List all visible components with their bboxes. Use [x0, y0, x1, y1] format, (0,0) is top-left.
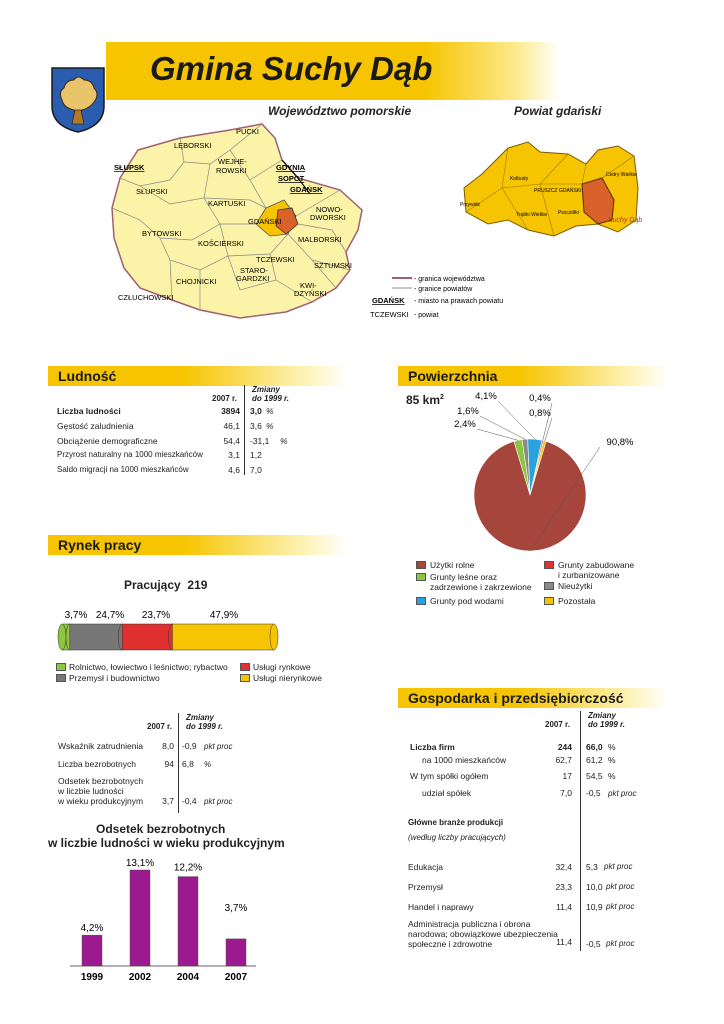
county-label-pruszcz: PRUSZCZ GDAŃSKI: [534, 188, 582, 194]
rynek-row3-label-1: Odsetek bezrobotnych: [58, 776, 144, 786]
admin-value: 11,4: [556, 937, 572, 947]
county-label-suchy-dab: Suchy Dąb: [608, 217, 643, 224]
branza-unit: pkt proc: [606, 902, 635, 911]
ludnosc-col-changes: Zmiany: [252, 385, 281, 394]
rynek-row-unit: %: [204, 760, 212, 769]
legend-voivodeship-border: - granica województwa: [414, 276, 485, 283]
udzial-unit: pkt proc: [608, 789, 637, 798]
pie-label: 2,4%: [454, 419, 476, 430]
admin-unit: pkt proc: [606, 939, 635, 948]
ludnosc-row-change: 3,6: [250, 421, 262, 431]
land-use-pie-chart: [440, 385, 660, 565]
employment-structure-bar: [56, 606, 286, 656]
powierzchnia-title: Powierzchnia: [408, 368, 498, 384]
branza-change: 5,3: [586, 862, 598, 872]
employment-segment: [172, 624, 274, 650]
ludnosc-row-value: 54,4: [223, 436, 240, 446]
rynek-row3-label-3: w wieku produkcyjnym: [58, 796, 144, 806]
branza-value: 32,4: [555, 862, 572, 872]
gospodarka-divider: [580, 711, 581, 951]
gospodarka-title: Gospodarka i przedsiębiorczość: [408, 690, 624, 706]
powierzchnia-header: [398, 366, 668, 386]
map-label-starogardzki-2: GARDZKI: [236, 274, 270, 283]
rynek-header: [48, 535, 348, 555]
ludnosc-col-2007: 2007 r.: [212, 394, 237, 403]
employment-legend-label: Usługi nierynkowe: [253, 673, 322, 683]
map-label-malborski: MALBORSKI: [298, 235, 342, 244]
legend-county-key: TCZEWSKI: [370, 310, 409, 319]
employment-label: 24,7%: [95, 610, 125, 621]
employment-segment: [70, 624, 122, 650]
per1000-label: na 1000 mieszkańców: [422, 755, 507, 765]
rynek-row-change: 6,8: [182, 759, 194, 769]
legend-label: Grunty leśne oraz: [430, 572, 498, 582]
pie-leader: [477, 429, 518, 440]
ludnosc-row-value: 3894: [221, 406, 240, 416]
spolki-value: 17: [562, 771, 572, 781]
pie-label: 4,1%: [475, 391, 497, 402]
map-label-wejherowski-2: ROWSKI: [216, 166, 247, 175]
employment-label: 3,7%: [64, 610, 88, 621]
gospodarka-col-changes-2: do 1999 r.: [588, 720, 625, 729]
county-label-cedry: Cedry Wielkie: [606, 172, 637, 178]
rynek-row-value: 8,0: [162, 741, 174, 751]
spolki-label: W tym spółki ogółem: [410, 771, 489, 781]
map-label-tczewski: TCZEWSKI: [256, 255, 295, 264]
county-label-kolbudy: Kolbudy: [510, 176, 529, 182]
ludnosc-row-change: 3,0: [250, 406, 262, 416]
rynek-row-label: Liczba bezrobotnych: [58, 759, 136, 769]
ludnosc-row-change: 7,0: [250, 465, 262, 475]
unemployment-chart-title-1: Odsetek bezrobotnych: [96, 822, 226, 836]
ludnosc-row-label: Obciążenie demograficzne: [57, 436, 158, 446]
rynek-row-change: -0,9: [182, 741, 197, 751]
legend-label: Grunty zabudowane: [558, 560, 635, 570]
employment-legend-label: Przemysł i budownictwo: [69, 673, 160, 683]
firms-value: 244: [557, 742, 572, 752]
map-label-pucki: PUCKI: [236, 127, 259, 136]
admin-label-2: narodowa; obowiązkowe ubezpieczenia: [408, 929, 558, 939]
employment-legend-label: Rolnictwo, łowiectwo i leśnictwo; rybactwo: [69, 662, 228, 672]
map-label-gdanski: GDAŃSKI: [248, 217, 282, 226]
legend-swatch: [544, 561, 554, 569]
legend-county-text: - powiat: [414, 312, 439, 319]
ludnosc-header: [48, 366, 348, 386]
rynek-col-changes-2: do 1999 r.: [186, 722, 223, 731]
ludnosc-col-changes-2: do 1999 r.: [252, 394, 289, 403]
legend-label: Pozostała: [558, 596, 596, 606]
employment-legend-swatch: [56, 674, 66, 682]
map-label-nowodworski: NOWO-: [316, 205, 343, 214]
map-label-czluchowski: CZŁUCHOWSKI: [118, 293, 174, 302]
county-label-pszczolki: Pszczółki: [558, 210, 579, 216]
employment-legend-label: Usługi rynkowe: [253, 662, 311, 672]
unemployment-bar: [226, 939, 246, 966]
gospodarka-col-2007: 2007 r.: [545, 720, 570, 729]
ludnosc-row-label: Gęstość zaludnienia: [57, 421, 134, 431]
legend-label: Użytki rolne: [430, 560, 475, 570]
rynek-title: Rynek pracy: [58, 537, 142, 553]
branza-label: Handel i naprawy: [408, 902, 474, 912]
pie-label: 90,8%: [606, 437, 634, 448]
ludnosc-row-unit: %: [266, 406, 274, 416]
rynek-divider: [178, 713, 179, 813]
unemployment-bar-label: 13,1%: [125, 858, 155, 869]
ludnosc-row-label: Liczba ludności: [57, 406, 121, 416]
branza-value: 23,3: [555, 882, 572, 892]
map-label-wejherowski: WEJHE-: [218, 157, 247, 166]
per1000-change: 61,2: [586, 755, 603, 765]
unemployment-bar: [130, 870, 150, 966]
employment-segment-cap: [270, 624, 278, 650]
pie-label: 0,4%: [529, 393, 551, 404]
employment-label: 47,9%: [209, 610, 239, 621]
legend-swatch: [544, 582, 554, 590]
legend-label: Grunty pod wodami: [430, 596, 504, 606]
gospodarka-header: [398, 688, 668, 708]
rynek-col-2007: 2007 r.: [147, 722, 172, 731]
county-label-trabki: Trąbki Wielkie: [516, 212, 548, 218]
employment-legend-swatch: [56, 663, 66, 671]
branza-unit: pkt proc: [606, 882, 635, 891]
spolki-unit: %: [608, 771, 616, 781]
employment-bar-left-cap: [58, 624, 66, 650]
map-label-kartuski: KARTUSKI: [208, 199, 246, 208]
pie-leader: [498, 401, 535, 439]
per1000-value: 62,7: [555, 755, 572, 765]
county-heading: Powiat gdański: [514, 104, 602, 118]
unemployment-bar-label: 4,2%: [80, 923, 104, 935]
unemployment-year-label: 2004: [176, 972, 200, 983]
unemployment-chart-title-2: w liczbie ludności w wieku produkcyjnym: [48, 836, 285, 850]
unemployment-year-label: 1999: [80, 972, 104, 983]
map-label-starogardzki: STARO-: [240, 266, 268, 275]
unemployment-bar-label: 12,2%: [173, 862, 203, 874]
rynek-row3-change: -0,4: [182, 796, 197, 806]
rynek-row3-unit: pkt proc: [204, 797, 233, 806]
legend-label-2: i zurbanizowane: [558, 570, 620, 580]
employment-legend-swatch: [240, 663, 250, 671]
ludnosc-row-label: Saldo migracji na 1000 mieszkańców: [57, 465, 189, 474]
ludnosc-row-value: 3,1: [228, 450, 240, 460]
branza-value: 11,4: [556, 902, 572, 912]
legend-label-2: zadrzewione i zakrzewione: [430, 582, 532, 592]
admin-label-1: Administracja publiczna i obrona: [408, 919, 531, 929]
udzial-value: 7,0: [560, 788, 572, 798]
voivodeship-heading: Województwo pomorskie: [268, 104, 412, 118]
map-label-koscierski: KOŚCIERSKI: [198, 239, 244, 248]
branza-change: 10,0: [586, 882, 603, 892]
coat-of-arms-icon: [50, 66, 106, 134]
ludnosc-divider: [244, 385, 245, 475]
legend-county-border: - granice powiatów: [414, 286, 473, 293]
map-legend: [370, 270, 530, 322]
unemployment-bar: [178, 877, 198, 966]
branze-subtitle: (według liczby pracujących): [408, 833, 506, 842]
area-value: 85 $km^2$: [406, 393, 444, 407]
ludnosc-row-value: 4,6: [228, 465, 240, 475]
branza-label: Edukacja: [408, 862, 443, 872]
map-label-chojnicki: CHOJNICKI: [176, 277, 217, 286]
county-label-przywidz: Przywidz: [460, 202, 481, 208]
map-label-gdansk: GDAŃSK: [290, 185, 323, 194]
spolki-change: 54,5: [586, 771, 603, 781]
firms-unit: %: [608, 742, 616, 752]
admin-change: -0,5: [586, 939, 601, 949]
unemployment-bar-chart: [60, 856, 280, 986]
voivodeship-map: [100, 120, 400, 330]
udzial-label: udział spółek: [422, 788, 472, 798]
pie-label: 1,6%: [457, 406, 479, 417]
ludnosc-row-label: Przyrost naturalny na 1000 mieszkańców: [57, 450, 203, 459]
map-label-bytowski: BYTOWSKI: [142, 229, 182, 238]
admin-label-3: społeczne i zdrowotne: [408, 939, 493, 949]
rynek-row3-label-2: w liczbie ludności: [58, 786, 124, 796]
firms-label: Liczba firm: [410, 742, 455, 752]
pie-label: 0,8%: [529, 408, 551, 419]
rynek-row-label: Wskaźnik zatrudnienia: [58, 741, 144, 751]
per1000-unit: %: [608, 755, 616, 765]
map-label-sztumski: SZTUMSKI: [314, 261, 352, 270]
udzial-change: -0,5: [586, 788, 601, 798]
legend-city-text: - miasto na prawach powiatu: [414, 298, 504, 305]
ludnosc-row-unit: %: [266, 421, 274, 431]
map-label-leborski: LĘBORSKI: [174, 141, 212, 150]
employment-segment: [122, 624, 172, 650]
unemployment-bar-label: 3,7%: [224, 902, 248, 914]
ludnosc-title: Ludność: [58, 368, 117, 384]
unemployment-year-label: 2002: [128, 972, 152, 983]
legend-swatch: [416, 573, 426, 581]
unemployment-year-label: 2007: [224, 972, 248, 983]
rynek-row-value: 94: [164, 759, 174, 769]
branza-unit: pkt proc: [604, 862, 633, 871]
branza-label: Przemysł: [408, 882, 443, 892]
unemployment-bar: [82, 935, 102, 966]
legend-city-key: GDAŃSK: [372, 296, 405, 305]
page-title: Gmina Suchy Dąb: [150, 50, 433, 87]
branze-title: Główne branże produkcji: [408, 818, 504, 827]
ludnosc-row-value: 46,1: [223, 421, 240, 431]
ludnosc-row-unit: %: [280, 436, 288, 446]
rynek-row3-value: 3,7: [162, 796, 174, 806]
legend-swatch: [416, 561, 426, 569]
map-label-slupski: SŁUPSKI: [136, 187, 168, 196]
map-label-slupsk: SŁUPSK: [114, 163, 145, 172]
employed-label: Pracujący 219: [124, 578, 208, 592]
employment-label: 23,7%: [141, 610, 171, 621]
map-label-sopot: SOPOT: [278, 174, 305, 183]
pie-leader: [480, 416, 525, 439]
legend-swatch: [544, 597, 554, 605]
firms-change: 66,0: [586, 742, 603, 752]
map-label-nowodworski-2: DWORSKI: [310, 213, 346, 222]
gospodarka-col-changes: Zmiany: [588, 711, 617, 720]
branza-change: 10,9: [586, 902, 603, 912]
rynek-row-unit: pkt proc: [204, 742, 233, 751]
ludnosc-row-change: -31,1: [250, 436, 270, 446]
map-label-gdynia: GDYNIA: [276, 163, 306, 172]
rynek-col-changes: Zmiany: [186, 713, 215, 722]
pie-leader: [545, 418, 552, 441]
map-label-kwidzynski: KWI-: [300, 281, 317, 290]
employment-legend-swatch: [240, 674, 250, 682]
legend-label: Nieużytki: [558, 581, 593, 591]
ludnosc-row-change: 1,2: [250, 450, 262, 460]
map-label-kwidzynski-2: DZYŃSKI: [294, 289, 327, 298]
county-map: [458, 128, 658, 248]
legend-swatch: [416, 597, 426, 605]
